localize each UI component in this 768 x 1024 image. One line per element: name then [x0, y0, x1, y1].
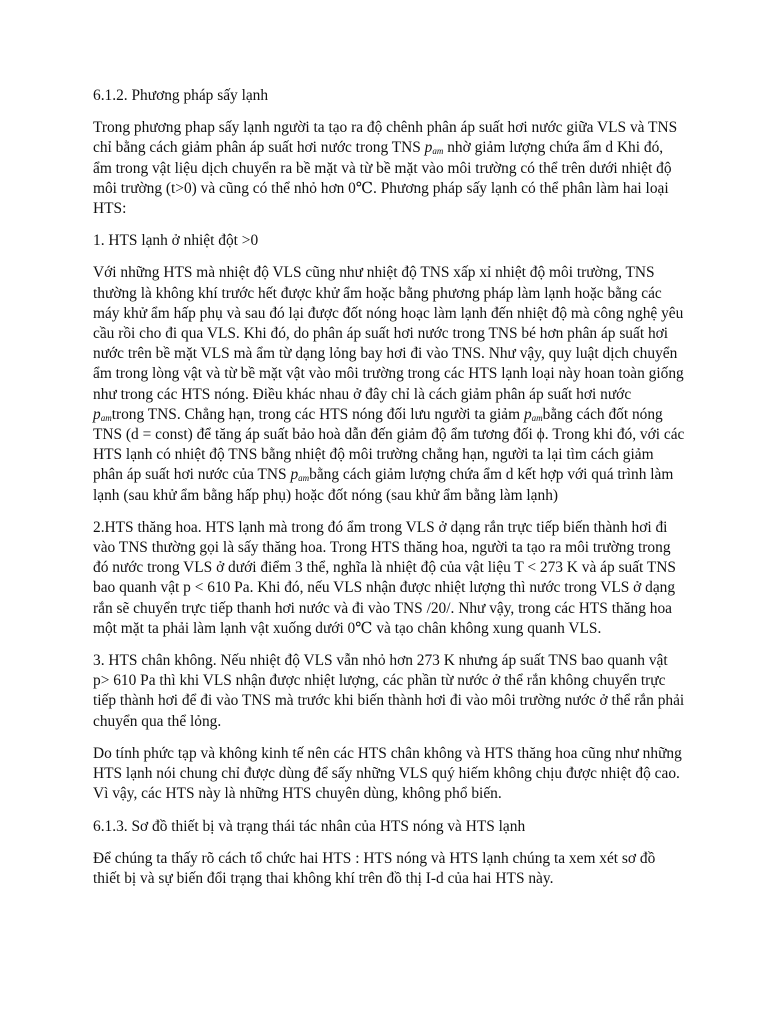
math-p-am: $p_{am}$ [290, 466, 310, 484]
document-page [93, 86, 685, 901]
section-heading-6-1-3: 6.1.3. Sơ đồ thiết bị và trạng thái tác nhân của HTS nóng và HTS lạnh [93, 817, 526, 835]
item-1-text-3: bằng cách đốt nóng TNS (d = const) để tăng áp suất bảo hoà dẫn đến giảm độ ẩm tương đối ϕ. Trong khi đó, với các HTS lạnh có nhiệt độ TNS bằng nhiệt độ môi trường chẳng hạn, người ta lại tìm cách giảm phân áp suất hơi nước của TNS [93, 405, 685, 484]
item-1-text-4: bằng cách giảm lượng chứa ẩm d kết hợp với quá trình làm lạnh (sau khử ẩm bằng hấp phụ) hoặc đốt nóng (sau khử ẩm bằng làm lạnh) [93, 466, 674, 504]
item-1-body [93, 263, 685, 505]
math-p-am: $p_{am}$ [523, 405, 543, 423]
conclusion-paragraph: Do tính phức tạp và không kinh tế nên các HTS chân không và HTS thăng hoa cũng như những HTS lạnh nói chung chỉ được dùng để sấy những VLS quý hiếm không chịu được nhiệt độ cao. Vì vậy, các HTS này là những HTS chuyên dùng, không phổ biến. [93, 744, 682, 803]
section-heading-6-1-2: 6.1.2. Phương pháp sấy lạnh [93, 87, 269, 104]
intro-paragraph [93, 118, 685, 219]
intro-text-2: nhờ giảm lượng chứa ẩm d Khi đó, ẩm trong vật liệu dịch chuyển ra bề mặt và từ bề mặt vào môi trường có thể trên dưới nhiệt độ môi trường (t>0) và cũng có thể nhỏ hơn 0℃. Phương pháp sấy lạnh có thể phân làm hai loại HTS: [93, 139, 672, 218]
math-p-am: $p_{am}$ [424, 139, 444, 157]
intro-text-1: Trong phương phap sấy lạnh người ta tạo ra độ chênh phân áp suất hơi nước giữa VLS và TNS chỉ bằng cách giảm phân áp suất hơi nước trong TNS [93, 119, 678, 157]
item-2-paragraph: 2.HTS thăng hoa. HTS lạnh mà trong đó ẩm trong VLS ở dạng rắn trực tiếp biến thành hơi đi vào TNS thường gọi là sấy thăng hoa. Trong HTS thăng hoa, người ta tạo ra môi trường trong đó nước trong VLS ở dưới điểm 3 thể, nghĩa là nhiệt độ của vật liệu T < 273 K và áp suất TNS bao quanh vật p < 610 Pa. Khi đó, nếu VLS nhận được nhiệt lượng thì nước trong VLS ở dạng rắn sẽ chuyển trực tiếp thanh hơi nước và đi vào TNS /20/. Như vậy, trong các HTS thăng hoa một mặt ta phải làm lạnh vật xuống dưới 0℃ và tạo chân không xung quanh VLS. [93, 518, 676, 637]
item-1-text-2: trong TNS. Chẳng hạn, trong các HTS nóng đối lưu người ta giảm [111, 405, 524, 423]
item-1-title: 1. HTS lạnh ở nhiệt đột >0 [93, 232, 259, 250]
item-1-text-1: Với những HTS mà nhiệt độ VLS cũng như nhiệt độ TNS xấp xỉ nhiệt độ môi trường, TNS thường là không khí trước hết được khử ẩm hoặc bằng phương pháp làm lạnh hoặc bằng các máy khử ẩm hấp phụ và sau đó lại được đốt nóng hoạc làm lạnh đến nhiệt độ mà công nghệ yêu cầu rồi cho đi qua VLS. Khi đó, do phân áp suất hơi nước trong TNS bé hơn phân áp suất hơi nước trên bề mặt VLS mà ẩm từ dạng lỏng bay hơi đi vào TNS. Như vậy, quy luật dịch chuyển ẩm trong lòng vật và từ bề mặt vật vào môi trường trong các HTS lạnh loại này hoan toàn giống như trong các HTS nóng. Điều khác nhau ở đây chỉ là cách giảm phân áp suất hơi nước [93, 264, 684, 403]
math-p-am: $p_{am}$ [93, 405, 112, 423]
item-3-paragraph: 3. HTS chân không. Nếu nhiệt độ VLS vẫn nhỏ hơn 273 K nhưng áp suất TNS bao quanh vật p> 610 Pa thì khi VLS nhận được nhiệt lượng, các phần từ nước ở thể rắn không chuyển trực tiếp thành hơi để đi vào TNS mà trước khi biến thành hơi đi vào môi trường nước ở thể rắn phải chuyển qua thể lỏng. [93, 652, 685, 730]
final-paragraph: Để chúng ta thấy rõ cách tổ chức hai HTS : HTS nóng và HTS lạnh chúng ta xem xét sơ đồ thiết bị và sự biến đổi trạng thai không khí trên đồ thị I-d của hai HTS này. [93, 849, 656, 887]
